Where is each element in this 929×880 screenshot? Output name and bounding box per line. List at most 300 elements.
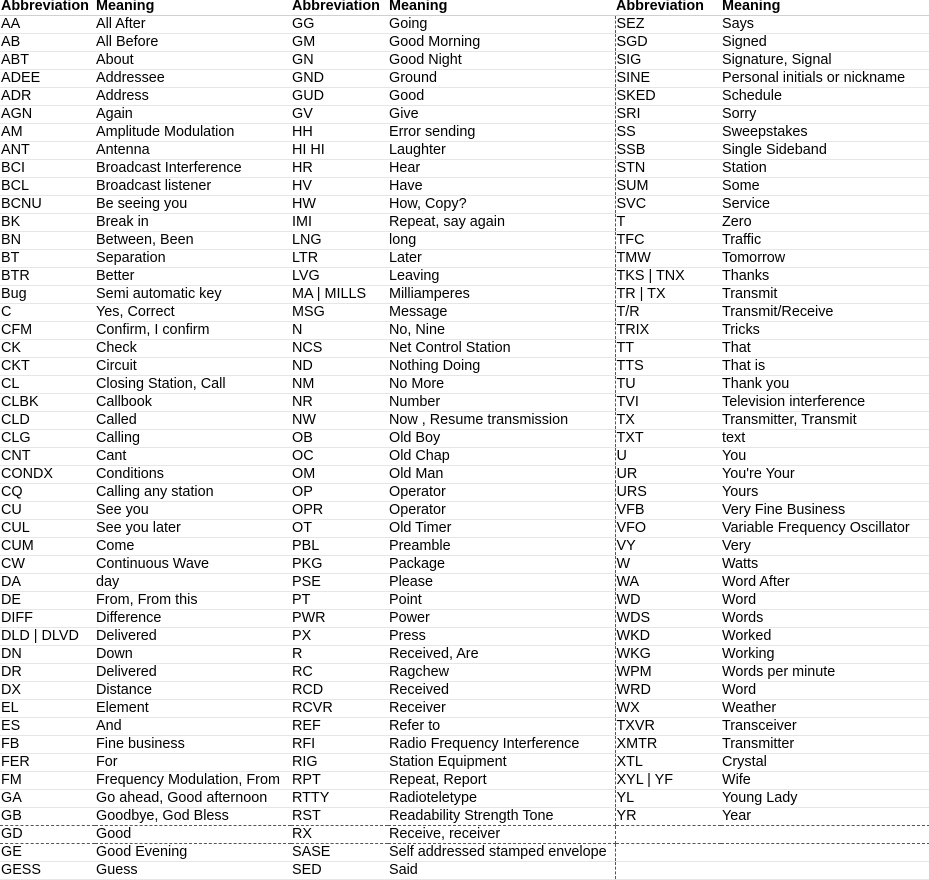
meaning-cell[interactable]: Semi automatic key (95, 286, 291, 304)
abbreviation-cell[interactable]: DE (0, 592, 95, 610)
meaning-cell[interactable]: Broadcast listener (95, 178, 291, 196)
abbreviation-cell[interactable]: SSB (615, 142, 721, 160)
meaning-cell[interactable]: Come (95, 538, 291, 556)
meaning-cell[interactable]: Readability Strength Tone (388, 808, 615, 826)
abbreviation-cell[interactable]: PWR (291, 610, 388, 628)
meaning-cell[interactable]: Operator (388, 502, 615, 520)
abbreviation-cell[interactable]: SRI (615, 106, 721, 124)
meaning-cell[interactable]: Television interference (721, 394, 929, 412)
abbreviation-cell[interactable]: GD (0, 826, 95, 844)
abbreviation-cell[interactable]: CFM (0, 322, 95, 340)
meaning-cell[interactable]: Preamble (388, 538, 615, 556)
header-meaning-3[interactable]: Meaning (721, 0, 929, 16)
abbreviation-cell[interactable]: TTS (615, 358, 721, 376)
abbreviation-cell[interactable]: WPM (615, 664, 721, 682)
abbreviation-cell[interactable]: NCS (291, 340, 388, 358)
abbreviation-cell[interactable]: RC (291, 664, 388, 682)
abbreviation-cell[interactable]: AGN (0, 106, 95, 124)
abbreviation-cell[interactable]: DIFF (0, 610, 95, 628)
header-meaning-1[interactable]: Meaning (95, 0, 291, 16)
abbreviation-cell[interactable]: LVG (291, 268, 388, 286)
abbreviation-cell[interactable]: SUM (615, 178, 721, 196)
abbreviation-cell[interactable]: SEZ (615, 16, 721, 34)
meaning-cell[interactable]: Schedule (721, 88, 929, 106)
meaning-cell[interactable]: Called (95, 412, 291, 430)
abbreviation-cell[interactable]: TR | TX (615, 286, 721, 304)
meaning-cell[interactable]: Yes, Correct (95, 304, 291, 322)
meaning-cell[interactable]: Press (388, 628, 615, 646)
meaning-cell[interactable]: Fine business (95, 736, 291, 754)
meaning-cell[interactable]: Difference (95, 610, 291, 628)
abbreviation-cell[interactable]: BTR (0, 268, 95, 286)
meaning-cell[interactable]: Radioteletype (388, 790, 615, 808)
meaning-cell[interactable]: Please (388, 574, 615, 592)
abbreviation-cell[interactable]: WA (615, 574, 721, 592)
meaning-cell[interactable]: Old Man (388, 466, 615, 484)
abbreviation-cell[interactable]: W (615, 556, 721, 574)
abbreviation-cell[interactable]: GESS (0, 862, 95, 880)
meaning-cell[interactable]: Have (388, 178, 615, 196)
abbreviation-cell[interactable]: WRD (615, 682, 721, 700)
abbreviation-cell[interactable]: RX (291, 826, 388, 844)
abbreviation-cell[interactable]: OP (291, 484, 388, 502)
meaning-cell[interactable]: Tricks (721, 322, 929, 340)
abbreviation-cell[interactable]: GUD (291, 88, 388, 106)
abbreviation-cell[interactable]: PBL (291, 538, 388, 556)
abbreviation-cell[interactable]: CQ (0, 484, 95, 502)
meaning-cell[interactable]: Wife (721, 772, 929, 790)
meaning-cell[interactable]: Conditions (95, 466, 291, 484)
meaning-cell[interactable]: Repeat, Report (388, 772, 615, 790)
meaning-cell[interactable]: Calling (95, 430, 291, 448)
abbreviation-cell[interactable]: HW (291, 196, 388, 214)
abbreviation-cell[interactable]: BT (0, 250, 95, 268)
abbreviation-cell[interactable]: FB (0, 736, 95, 754)
header-abbreviation-3[interactable]: Abbreviation (615, 0, 721, 16)
abbreviation-cell[interactable]: OM (291, 466, 388, 484)
abbreviation-cell[interactable]: CLG (0, 430, 95, 448)
meaning-cell[interactable]: Year (721, 808, 929, 826)
meaning-cell[interactable]: That is (721, 358, 929, 376)
meaning-cell[interactable]: Ragchew (388, 664, 615, 682)
abbreviation-cell[interactable]: BK (0, 214, 95, 232)
meaning-cell[interactable]: Antenna (95, 142, 291, 160)
meaning-cell[interactable]: Said (388, 862, 615, 880)
meaning-cell[interactable]: text (721, 430, 929, 448)
meaning-cell[interactable]: Better (95, 268, 291, 286)
meaning-cell[interactable]: And (95, 718, 291, 736)
meaning-cell[interactable]: Distance (95, 682, 291, 700)
meaning-cell[interactable]: Good Evening (95, 844, 291, 862)
meaning-cell[interactable]: How, Copy? (388, 196, 615, 214)
meaning-cell[interactable]: Transmitter, Transmit (721, 412, 929, 430)
abbreviation-cell[interactable]: BN (0, 232, 95, 250)
meaning-cell[interactable]: Crystal (721, 754, 929, 772)
meaning-cell[interactable]: No, Nine (388, 322, 615, 340)
abbreviation-cell[interactable]: ABT (0, 52, 95, 70)
meaning-cell[interactable]: Sweepstakes (721, 124, 929, 142)
meaning-cell[interactable]: Service (721, 196, 929, 214)
abbreviation-cell[interactable]: CL (0, 376, 95, 394)
abbreviation-cell[interactable]: UR (615, 466, 721, 484)
abbreviation-cell[interactable]: BCNU (0, 196, 95, 214)
meaning-cell[interactable]: Radio Frequency Interference (388, 736, 615, 754)
abbreviation-cell[interactable]: FM (0, 772, 95, 790)
abbreviation-cell[interactable]: LTR (291, 250, 388, 268)
abbreviation-cell[interactable]: CONDX (0, 466, 95, 484)
abbreviation-cell[interactable]: SGD (615, 34, 721, 52)
meaning-cell[interactable]: Addressee (95, 70, 291, 88)
abbreviation-cell[interactable]: T/R (615, 304, 721, 322)
abbreviation-cell[interactable]: RPT (291, 772, 388, 790)
meaning-cell[interactable]: Break in (95, 214, 291, 232)
meaning-cell[interactable]: Net Control Station (388, 340, 615, 358)
meaning-cell[interactable]: Words per minute (721, 664, 929, 682)
abbreviation-cell[interactable]: CNT (0, 448, 95, 466)
abbreviation-cell[interactable]: RST (291, 808, 388, 826)
abbreviation-cell[interactable]: U (615, 448, 721, 466)
abbreviation-cell[interactable]: AM (0, 124, 95, 142)
abbreviation-cell[interactable]: CU (0, 502, 95, 520)
meaning-cell[interactable]: Personal initials or nickname (721, 70, 929, 88)
meaning-cell[interactable]: Address (95, 88, 291, 106)
abbreviation-cell[interactable]: VFB (615, 502, 721, 520)
meaning-cell[interactable]: Word (721, 682, 929, 700)
meaning-cell[interactable]: Cant (95, 448, 291, 466)
abbreviation-cell[interactable]: RIG (291, 754, 388, 772)
meaning-cell[interactable]: Signature, Signal (721, 52, 929, 70)
abbreviation-cell[interactable]: YR (615, 808, 721, 826)
meaning-cell[interactable]: Good (388, 88, 615, 106)
abbreviation-cell[interactable]: YL (615, 790, 721, 808)
abbreviation-cell[interactable] (615, 826, 721, 844)
meaning-cell[interactable]: Signed (721, 34, 929, 52)
meaning-cell[interactable]: Package (388, 556, 615, 574)
meaning-cell[interactable]: Nothing Doing (388, 358, 615, 376)
abbreviation-cell[interactable]: CUL (0, 520, 95, 538)
abbreviation-cell[interactable]: GB (0, 808, 95, 826)
abbreviation-cell[interactable]: TU (615, 376, 721, 394)
abbreviation-cell[interactable]: WD (615, 592, 721, 610)
meaning-cell[interactable]: Sorry (721, 106, 929, 124)
abbreviation-cell[interactable]: TX (615, 412, 721, 430)
meaning-cell[interactable]: Number (388, 394, 615, 412)
meaning-cell[interactable]: Old Timer (388, 520, 615, 538)
meaning-cell[interactable]: Again (95, 106, 291, 124)
meaning-cell[interactable]: Very (721, 538, 929, 556)
meaning-cell[interactable]: You (721, 448, 929, 466)
table-row (0, 106, 929, 124)
abbreviation-cell[interactable]: GA (0, 790, 95, 808)
meaning-cell[interactable]: Element (95, 700, 291, 718)
meaning-cell[interactable]: Station (721, 160, 929, 178)
meaning-cell[interactable]: Going (388, 16, 615, 34)
table-row (0, 826, 929, 844)
abbreviation-cell[interactable]: SED (291, 862, 388, 880)
meaning-cell[interactable]: For (95, 754, 291, 772)
meaning-cell[interactable]: All Before (95, 34, 291, 52)
meaning-cell[interactable]: Good (95, 826, 291, 844)
abbreviation-cell[interactable]: GM (291, 34, 388, 52)
abbreviation-cell[interactable]: GN (291, 52, 388, 70)
abbreviation-cell[interactable]: FER (0, 754, 95, 772)
meaning-cell[interactable]: Zero (721, 214, 929, 232)
meaning-cell[interactable]: Guess (95, 862, 291, 880)
meaning-cell[interactable]: Thank you (721, 376, 929, 394)
meaning-cell[interactable]: Worked (721, 628, 929, 646)
abbreviation-cell[interactable]: AB (0, 34, 95, 52)
table-row (0, 502, 929, 520)
abbreviation-cell[interactable]: Bug (0, 286, 95, 304)
meaning-cell[interactable]: Self addressed stamped envelope (388, 844, 615, 862)
meaning-cell[interactable]: Now , Resume transmission (388, 412, 615, 430)
abbreviation-cell[interactable]: ADR (0, 88, 95, 106)
meaning-cell[interactable]: Delivered (95, 628, 291, 646)
abbreviation-cell[interactable]: TKS | TNX (615, 268, 721, 286)
abbreviation-cell[interactable]: HI HI (291, 142, 388, 160)
abbreviation-cell[interactable]: HR (291, 160, 388, 178)
header-meaning-2[interactable]: Meaning (388, 0, 615, 16)
abbreviation-cell[interactable]: OB (291, 430, 388, 448)
abbreviation-cell[interactable]: CLBK (0, 394, 95, 412)
abbreviation-cell[interactable]: PX (291, 628, 388, 646)
meaning-cell[interactable]: Power (388, 610, 615, 628)
abbreviation-cell[interactable]: RCVR (291, 700, 388, 718)
abbreviation-cell[interactable]: ES (0, 718, 95, 736)
abbreviation-cell[interactable]: XTL (615, 754, 721, 772)
meaning-cell[interactable]: All After (95, 16, 291, 34)
abbreviation-cell[interactable]: IMI (291, 214, 388, 232)
abbreviation-cell[interactable]: OPR (291, 502, 388, 520)
meaning-cell[interactable]: Separation (95, 250, 291, 268)
meaning-cell[interactable]: long (388, 232, 615, 250)
meaning-cell[interactable]: Be seeing you (95, 196, 291, 214)
meaning-cell[interactable]: Repeat, say again (388, 214, 615, 232)
meaning-cell[interactable]: Good Night (388, 52, 615, 70)
meaning-cell[interactable]: Receive, receiver (388, 826, 615, 844)
abbreviation-cell[interactable]: AA (0, 16, 95, 34)
meaning-cell[interactable]: Station Equipment (388, 754, 615, 772)
meaning-cell[interactable]: Good Morning (388, 34, 615, 52)
abbreviation-cell[interactable]: PKG (291, 556, 388, 574)
abbreviation-cell[interactable]: ANT (0, 142, 95, 160)
table-row (0, 430, 929, 448)
abbreviation-cell[interactable]: TMW (615, 250, 721, 268)
meaning-cell[interactable]: Transmit (721, 286, 929, 304)
abbreviation-cell[interactable]: RFI (291, 736, 388, 754)
abbreviation-cell[interactable]: SASE (291, 844, 388, 862)
abbreviation-cell[interactable]: SVC (615, 196, 721, 214)
meaning-cell[interactable]: From, From this (95, 592, 291, 610)
meaning-cell[interactable]: No More (388, 376, 615, 394)
meaning-cell[interactable]: Transceiver (721, 718, 929, 736)
abbreviation-cell[interactable]: STN (615, 160, 721, 178)
abbreviation-cell[interactable]: NM (291, 376, 388, 394)
meaning-cell[interactable]: Leaving (388, 268, 615, 286)
abbreviation-cell[interactable]: T (615, 214, 721, 232)
abbreviation-cell[interactable]: SS (615, 124, 721, 142)
abbreviation-cell[interactable]: REF (291, 718, 388, 736)
abbreviation-cell[interactable]: DN (0, 646, 95, 664)
meaning-cell[interactable]: Amplitude Modulation (95, 124, 291, 142)
meaning-cell[interactable]: Milliamperes (388, 286, 615, 304)
abbreviation-cell[interactable]: MA | MILLS (291, 286, 388, 304)
abbreviation-cell[interactable]: OT (291, 520, 388, 538)
abbreviation-cell[interactable]: CUM (0, 538, 95, 556)
abbreviation-cell[interactable]: SIG (615, 52, 721, 70)
abbreviation-cell[interactable]: XMTR (615, 736, 721, 754)
meaning-cell[interactable]: Old Boy (388, 430, 615, 448)
meaning-cell[interactable]: Weather (721, 700, 929, 718)
meaning-cell[interactable]: Variable Frequency Oscillator (721, 520, 929, 538)
abbreviation-cell[interactable]: OC (291, 448, 388, 466)
meaning-cell[interactable]: Single Sideband (721, 142, 929, 160)
abbreviation-cell[interactable]: VFO (615, 520, 721, 538)
meaning-cell[interactable]: Traffic (721, 232, 929, 250)
abbreviation-cell[interactable]: ADEE (0, 70, 95, 88)
meaning-cell[interactable]: Receiver (388, 700, 615, 718)
meaning-cell[interactable]: Message (388, 304, 615, 322)
meaning-cell[interactable]: Words (721, 610, 929, 628)
meaning-cell[interactable]: Broadcast Interference (95, 160, 291, 178)
meaning-cell[interactable]: Check (95, 340, 291, 358)
meaning-cell[interactable]: Go ahead, Good afternoon (95, 790, 291, 808)
header-abbreviation-2[interactable]: Abbreviation (291, 0, 388, 16)
meaning-cell[interactable]: Hear (388, 160, 615, 178)
meaning-cell[interactable]: That (721, 340, 929, 358)
abbreviation-cell[interactable]: DLD | DLVD (0, 628, 95, 646)
meaning-cell[interactable] (721, 844, 929, 862)
meaning-cell[interactable]: Tomorrow (721, 250, 929, 268)
meaning-cell[interactable]: Says (721, 16, 929, 34)
meaning-cell[interactable]: Transmit/Receive (721, 304, 929, 322)
meaning-cell[interactable]: See you later (95, 520, 291, 538)
abbreviation-cell[interactable]: NR (291, 394, 388, 412)
abbreviation-cell[interactable]: EL (0, 700, 95, 718)
meaning-cell[interactable]: Ground (388, 70, 615, 88)
abbreviation-cell[interactable]: DR (0, 664, 95, 682)
abbreviation-cell[interactable]: C (0, 304, 95, 322)
abbreviation-cell[interactable]: TT (615, 340, 721, 358)
abbreviation-cell[interactable]: GG (291, 16, 388, 34)
meaning-cell[interactable]: Old Chap (388, 448, 615, 466)
meaning-cell[interactable]: Later (388, 250, 615, 268)
meaning-cell[interactable] (721, 826, 929, 844)
abbreviation-cell[interactable]: SINE (615, 70, 721, 88)
meaning-cell[interactable]: Callbook (95, 394, 291, 412)
meaning-cell[interactable]: Very Fine Business (721, 502, 929, 520)
abbreviation-cell[interactable]: WKD (615, 628, 721, 646)
abbreviation-cell[interactable]: LNG (291, 232, 388, 250)
meaning-cell[interactable]: Give (388, 106, 615, 124)
abbreviation-cell[interactable]: BCI (0, 160, 95, 178)
abbreviation-cell[interactable]: HV (291, 178, 388, 196)
abbreviation-cell[interactable]: WX (615, 700, 721, 718)
abbreviation-cell[interactable]: RTTY (291, 790, 388, 808)
abbreviation-cell[interactable]: GE (0, 844, 95, 862)
meaning-cell[interactable]: Goodbye, God Bless (95, 808, 291, 826)
meaning-cell[interactable]: You're Your (721, 466, 929, 484)
meaning-cell[interactable]: Watts (721, 556, 929, 574)
abbreviation-cell[interactable] (615, 862, 721, 880)
abbreviation-cell[interactable]: CK (0, 340, 95, 358)
table-row (0, 34, 929, 52)
meaning-cell[interactable]: Continuous Wave (95, 556, 291, 574)
abbreviation-cell[interactable]: MSG (291, 304, 388, 322)
meaning-cell[interactable]: Word After (721, 574, 929, 592)
meaning-cell[interactable]: Refer to (388, 718, 615, 736)
abbreviation-cell[interactable]: BCL (0, 178, 95, 196)
meaning-cell[interactable]: Some (721, 178, 929, 196)
meaning-cell[interactable]: Circuit (95, 358, 291, 376)
meaning-cell[interactable]: Yours (721, 484, 929, 502)
abbreviation-cell[interactable]: CW (0, 556, 95, 574)
abbreviation-cell[interactable]: CKT (0, 358, 95, 376)
meaning-cell[interactable]: Laughter (388, 142, 615, 160)
abbreviation-cell[interactable]: WKG (615, 646, 721, 664)
abbreviation-cell[interactable]: NW (291, 412, 388, 430)
meaning-cell[interactable]: Working (721, 646, 929, 664)
table-row (0, 250, 929, 268)
abbreviation-cell[interactable]: HH (291, 124, 388, 142)
meaning-cell[interactable]: Young Lady (721, 790, 929, 808)
abbreviation-cell[interactable]: VY (615, 538, 721, 556)
abbreviation-cell[interactable]: RCD (291, 682, 388, 700)
abbreviation-cell[interactable]: GND (291, 70, 388, 88)
meaning-cell[interactable]: Received, Are (388, 646, 615, 664)
meaning-cell[interactable]: Down (95, 646, 291, 664)
meaning-cell[interactable]: day (95, 574, 291, 592)
abbreviation-cell[interactable]: DX (0, 682, 95, 700)
abbreviation-cell[interactable]: N (291, 322, 388, 340)
meaning-cell[interactable]: Confirm, I confirm (95, 322, 291, 340)
meaning-cell[interactable]: Thanks (721, 268, 929, 286)
header-abbreviation-1[interactable]: Abbreviation (0, 0, 95, 16)
meaning-cell[interactable]: Closing Station, Call (95, 376, 291, 394)
meaning-cell[interactable]: Error sending (388, 124, 615, 142)
meaning-cell[interactable]: Transmitter (721, 736, 929, 754)
meaning-cell[interactable]: Calling any station (95, 484, 291, 502)
abbreviation-cell[interactable]: TXVR (615, 718, 721, 736)
abbreviation-cell[interactable]: PT (291, 592, 388, 610)
abbreviation-cell[interactable]: TVI (615, 394, 721, 412)
abbreviation-cell[interactable]: XYL | YF (615, 772, 721, 790)
abbreviation-cell[interactable]: TFC (615, 232, 721, 250)
abbreviation-cell[interactable]: R (291, 646, 388, 664)
abbreviation-cell[interactable]: ND (291, 358, 388, 376)
abbreviation-cell[interactable]: TRIX (615, 322, 721, 340)
abbreviation-cell[interactable]: URS (615, 484, 721, 502)
meaning-cell[interactable]: About (95, 52, 291, 70)
meaning-cell[interactable] (721, 862, 929, 880)
abbreviation-cell[interactable]: CLD (0, 412, 95, 430)
meaning-cell[interactable]: See you (95, 502, 291, 520)
meaning-cell[interactable]: Between, Been (95, 232, 291, 250)
abbreviation-cell[interactable]: SKED (615, 88, 721, 106)
meaning-cell[interactable]: Point (388, 592, 615, 610)
abbreviation-cell[interactable]: TXT (615, 430, 721, 448)
abbreviation-cell[interactable]: GV (291, 106, 388, 124)
meaning-cell[interactable]: Frequency Modulation, From (95, 772, 291, 790)
meaning-cell[interactable]: Delivered (95, 664, 291, 682)
meaning-cell[interactable]: Received (388, 682, 615, 700)
meaning-cell[interactable]: Operator (388, 484, 615, 502)
abbreviation-cell[interactable]: WDS (615, 610, 721, 628)
abbreviation-cell[interactable]: DA (0, 574, 95, 592)
abbreviation-cell[interactable]: PSE (291, 574, 388, 592)
abbreviation-cell[interactable] (615, 844, 721, 862)
meaning-cell[interactable]: Word (721, 592, 929, 610)
